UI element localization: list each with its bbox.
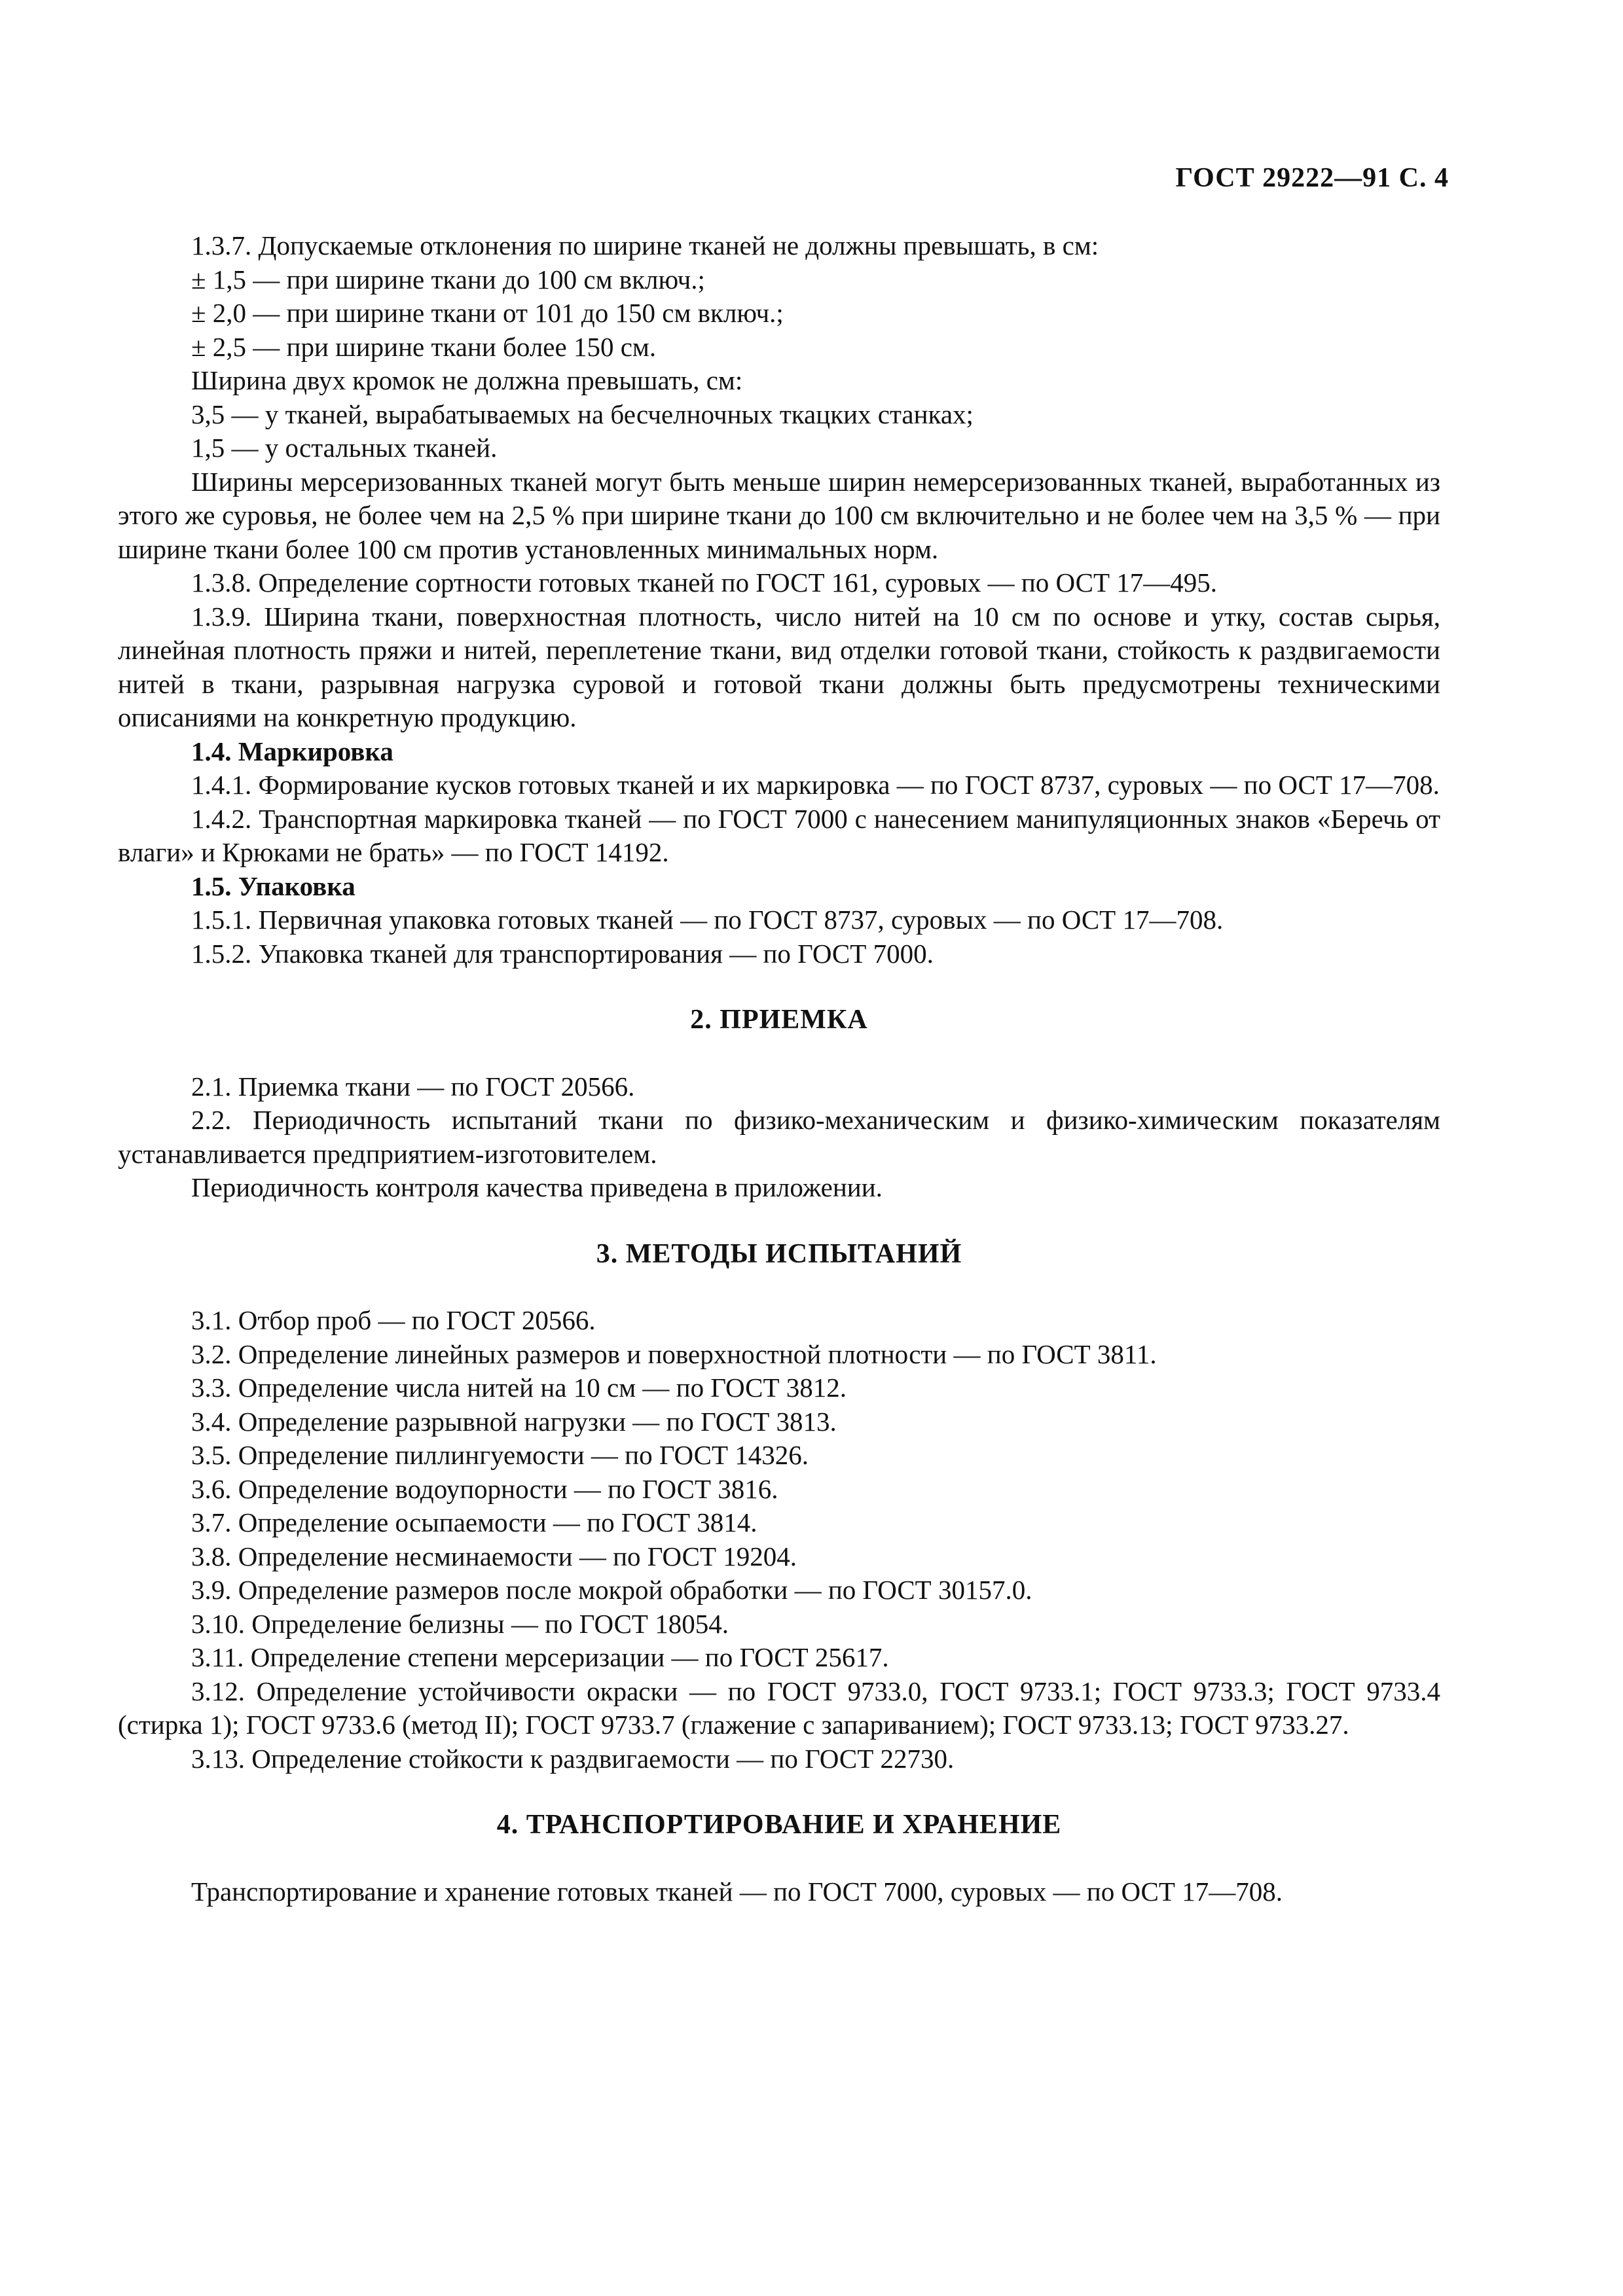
section-title-transport-storage: 4. ТРАНСПОРТИРОВАНИЕ И ХРАНЕНИЕ: [496, 1810, 1062, 1840]
paragraph-2-1: 2.1. Приемка ткани — по ГОСТ 20566.: [191, 1071, 635, 1102]
paragraph-1-3-9: 1.3.9. Ширина ткани, поверхностная плотность, число нитей на 10 см по основе и утку, состав сырья, линейная плотность пряжи и нитей, переплетение ткани, вид отделки готовой ткани, стойкость к раздвигаемости нитей в ткани, разрывная нагрузка суровой и готовой ткани должны быть предусмотрены техническими описаниями на конкретную продукцию.: [118, 601, 1440, 732]
subheading-1-4: 1.4. Маркировка: [191, 736, 393, 766]
list-item-3-9: 3.9. Определение размеров после мокрой обработки — по ГОСТ 30157.0.: [191, 1575, 1032, 1605]
list-item-3-5: 3.5. Определение пиллингуемости — по ГОСТ 14326.: [191, 1440, 809, 1470]
list-item-3-3: 3.3. Определение числа нитей на 10 см — по ГОСТ 3812.: [191, 1372, 847, 1403]
paragraph-1-5-1: 1.5.1. Первичная упаковка готовых тканей — по ГОСТ 8737, суровых — по ОСТ 17—708.: [191, 905, 1224, 935]
list-item-3-4: 3.4. Определение разрывной нагрузки — по ГОСТ 3813.: [191, 1406, 837, 1437]
paragraph-1-4-2: 1.4.2. Транспортная маркировка тканей — по ГОСТ 7000 с нанесением манипуляционных знаков «Беречь от влаги» и Крюками не брать» — по ГОСТ 14192.: [118, 803, 1440, 867]
list-item-width-tolerance-a: ± 1,5 — при ширине ткани до 100 см включ.;: [191, 264, 705, 295]
list-item-3-8: 3.8. Определение несминаемости — по ГОСТ 19204.: [191, 1541, 797, 1571]
list-item-3-7: 3.7. Определение осыпаемости — по ГОСТ 3814.: [191, 1507, 757, 1537]
paragraph-1-3-8: 1.3.8. Определение сортности готовых тканей по ГОСТ 161, суровых — по ОСТ 17—495.: [191, 567, 1218, 598]
list-item-3-10: 3.10. Определение белизны — по ГОСТ 18054.: [191, 1608, 729, 1639]
running-header: ГОСТ 29222—91 С. 4: [1175, 163, 1449, 193]
list-item-3-11: 3.11. Определение степени мерсеризации — по ГОСТ 25617.: [191, 1642, 889, 1672]
list-item-edges-b: 1,5 — у остальных тканей.: [191, 433, 498, 463]
list-item-edges-a: 3,5 — у тканей, вырабатываемых на бесчелночных ткацких станках;: [191, 399, 974, 429]
list-item-3-1: 3.1. Отбор проб — по ГОСТ 20566.: [191, 1305, 596, 1335]
list-item-width-tolerance-b: ± 2,0 — при ширине ткани от 101 до 150 см включ.;: [191, 298, 784, 328]
list-item-3-2: 3.2. Определение линейных размеров и поверхностной плотности — по ГОСТ 3811.: [191, 1338, 1157, 1369]
subheading-1-5: 1.5. Упаковка: [191, 870, 356, 901]
section-title-test-methods: 3. МЕТОДЫ ИСПЫТАНИЙ: [596, 1238, 962, 1269]
list-item-3-13: 3.13. Определение стойкости к раздвигаемости — по ГОСТ 22730.: [191, 1743, 955, 1774]
document-body: [118, 229, 1440, 1909]
paragraph-2-2: 2.2. Периодичность испытаний ткани по физико-механическим и физико-химическим показателям устанавливается предприятием-изготовителем.: [118, 1105, 1440, 1169]
section-title-acceptance: 2. ПРИЕМКА: [690, 1005, 868, 1035]
paragraph-1-3-7: 1.3.7. Допускаемые отклонения по ширине тканей не должны превышать, в см:: [191, 230, 1099, 260]
list-item-3-12: 3.12. Определение устойчивости окраски — по ГОСТ 9733.0, ГОСТ 9733.1; ГОСТ 9733.3; ГОСТ 9733.4 (стирка 1); ГОСТ 9733.6 (метод II); ГОСТ 9733.7 (глажение с запариванием); ГОСТ 9733.13; ГОСТ 9733.27.: [118, 1676, 1440, 1740]
paragraph-1-4-1: 1.4.1. Формирование кусков готовых тканей и их маркировка — по ГОСТ 8737, суровых — по ОСТ 17—708.: [191, 770, 1440, 800]
paragraph-transport-storage: Транспортирование и хранение готовых тканей — по ГОСТ 7000, суровых — по ОСТ 17—708.: [191, 1876, 1283, 1907]
list-item-width-tolerance-c: ± 2,5 — при ширине ткани более 150 см.: [191, 331, 657, 362]
paragraph-mercerized-width: Ширины мерсеризованных тканей могут быть меньше ширин немерсеризованных тканей, выработанных из этого же суровья, не более чем на 2,5 % при ширине ткани до 100 см включительно и не более чем на 3,5 % — при ширине ткани более 100 см против установленных минимальных норм.: [118, 466, 1440, 564]
paragraph-quality-control: Периодичность контроля качества приведена в приложении.: [191, 1172, 883, 1202]
list-item-3-6: 3.6. Определение водоупорности — по ГОСТ 3816.: [191, 1473, 778, 1504]
paragraph-edges-intro: Ширина двух кромок не должна превышать, см:: [191, 365, 743, 395]
paragraph-1-5-2: 1.5.2. Упаковка тканей для транспортирования — по ГОСТ 7000.: [191, 938, 934, 969]
